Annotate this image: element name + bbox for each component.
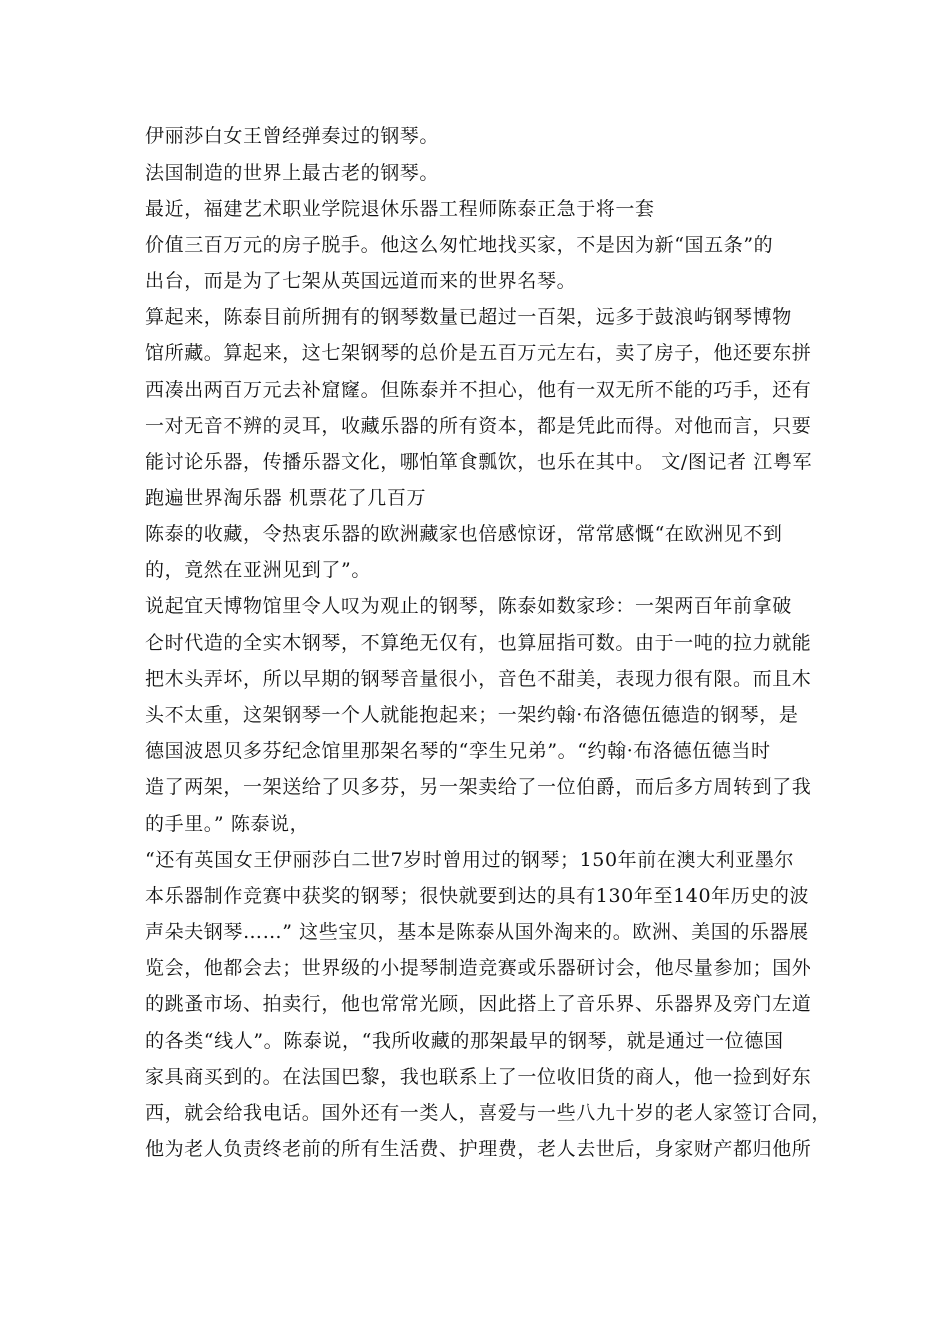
text-line: 的手里。” 陈泰说， (145, 813, 310, 835)
text-line: 造了两架，一架送给了贝多芬，另一架卖给了一位伯爵，而后多方周转到了我 (145, 776, 812, 798)
text-line: 法国制造的世界上最古老的钢琴。 (145, 162, 440, 184)
text-line: 能讨论乐器，传播乐器文化，哪怕箪食瓢饮，也乐在其中。 文/图记者 江粤军 (145, 451, 813, 473)
text-line: “还有英国女王伊丽莎白二世7岁时曾用过的钢琴；150年前在澳大利亚墨尔 (145, 849, 795, 871)
text-line: 价值三百万元的房子脱手。他这么匆忙地找买家，不是因为新“国五条”的 (145, 234, 774, 256)
text-line: 算起来，陈泰目前所拥有的钢琴数量已超过一百架，远多于鼓浪屿钢琴博物 (145, 306, 792, 328)
text-line: 陈泰的收藏，令热衷乐器的欧洲藏家也倍感惊讶，常常感慨“在欧洲见不到 (145, 523, 783, 545)
text-line: 的跳蚤市场、拍卖行，他也常常光顾，因此搭上了音乐界、乐器界及旁门左道 (145, 993, 812, 1015)
text-line: 头不太重，这架钢琴一个人就能抱起来；一架约翰·布洛德伍德造的钢琴，是 (145, 704, 799, 726)
text-line: 的，竟然在亚洲见到了”。 (145, 559, 371, 581)
text-line: 本乐器制作竞赛中获奖的钢琴；很快就要到达的具有130年至140年历史的波 (145, 885, 810, 907)
section-heading: 跑遍世界淘乐器 机票花了几百万 (145, 487, 427, 509)
text-line: 西，就会给我电话。国外还有一类人，喜爱与一些八九十岁的老人家签订合同， (145, 1102, 832, 1124)
text-line: 的各类“线人”。陈泰说，“我所收藏的那架最早的钢琴，就是通过一位德国 (145, 1030, 784, 1052)
text-line: 声朵夫钢琴……” 这些宝贝，基本是陈泰从国外淘来的。欧洲、美国的乐器展 (145, 921, 809, 943)
text-line: 览会，他都会去；世界级的小提琴制造竞赛或乐器研讨会，他尽量参加；国外 (145, 957, 812, 979)
text-line: 最近，福建艺术职业学院退休乐器工程师陈泰正急于将一套 (145, 198, 655, 220)
text-line: 说起宜天博物馆里令人叹为观止的钢琴，陈泰如数家珍：一架两百年前拿破 (145, 595, 792, 617)
text-line: 一对无音不辨的灵耳，收藏乐器的所有资本，都是凭此而得。对他而言，只要 (145, 415, 812, 437)
text-line: 西凑出两百万元去补窟窿。但陈泰并不担心，他有一双无所不能的巧手，还有 (145, 379, 812, 401)
text-line: 馆所藏。算起来，这七架钢琴的总价是五百万元左右，卖了房子，他还要东拼 (145, 342, 812, 364)
text-line: 把木头弄坏，所以早期的钢琴音量很小，音色不甜美，表现力很有限。而且木 (145, 668, 812, 690)
text-line: 伊丽莎白女王曾经弹奏过的钢琴。 (145, 125, 440, 147)
text-line: 家具商买到的。在法国巴黎，我也联系上了一位收旧货的商人，他一捡到好东 (145, 1066, 812, 1088)
text-line: 德国波恩贝多芬纪念馆里那架名琴的“孪生兄弟”。“约翰·布洛德伍德当时 (145, 740, 771, 762)
text-line: 仑时代造的全实木钢琴，不算绝无仅有，也算屈指可数。由于一吨的拉力就能 (145, 632, 812, 654)
text-line: 他为老人负责终老前的所有生活费、护理费，老人去世后，身家财产都归他所 (145, 1138, 812, 1160)
text-line: 出台，而是为了七架从英国远道而来的世界名琴。 (145, 270, 577, 292)
